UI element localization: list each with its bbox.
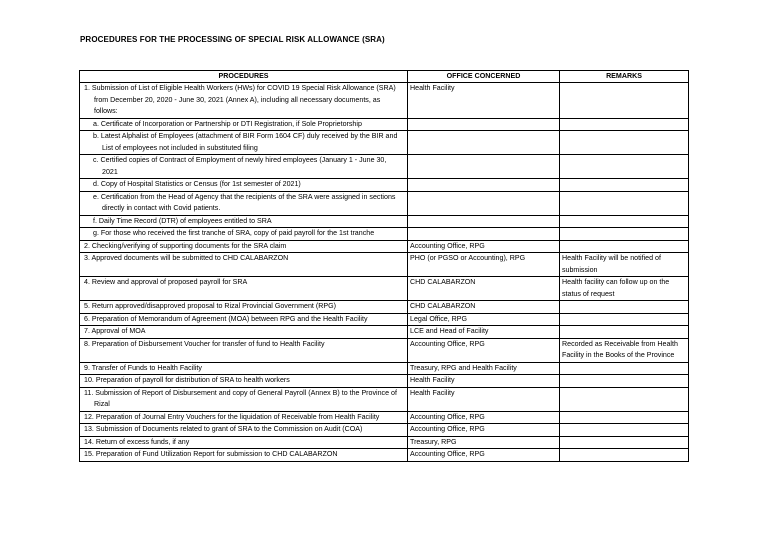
office-cell: Health Facility	[408, 83, 560, 119]
remarks-cell	[560, 301, 689, 314]
header-procedures: PROCEDURES	[80, 71, 408, 83]
office-cell: Accounting Office, RPG	[408, 424, 560, 437]
remarks-cell	[560, 411, 689, 424]
table-row	[80, 301, 689, 314]
office-cell	[408, 131, 560, 155]
table-row	[80, 424, 689, 437]
remarks-cell	[560, 240, 689, 253]
procedure-cell: 8. Preparation of Disbursement Voucher for transfer of fund to Health Facility	[80, 338, 408, 362]
procedure-cell: f. Daily Time Record (DTR) of employees entitled to SRA	[80, 215, 408, 228]
remarks-cell	[560, 179, 689, 192]
table-row	[80, 179, 689, 192]
remarks-cell	[560, 118, 689, 131]
procedure-cell: 3. Approved documents will be submitted to CHD CALABARZON	[80, 253, 408, 277]
procedure-cell: g. For those who received the first tranche of SRA, copy of paid payroll for the 1st tranche	[80, 228, 408, 241]
procedure-cell: 1. Submission of List of Eligible Health Workers (HWs) for COVID 19 Special Risk Allowance (SRA) from December 20, 2020 - June 30, 2021 (Annex A), including all necessary documents, as follows:	[80, 83, 408, 119]
office-cell: Health Facility	[408, 387, 560, 411]
table-row	[80, 240, 689, 253]
office-cell	[408, 179, 560, 192]
office-cell: Treasury, RPG and Health Facility	[408, 362, 560, 375]
office-cell: LCE and Head of Facility	[408, 326, 560, 339]
office-cell: Treasury, RPG	[408, 436, 560, 449]
procedure-cell: 4. Review and approval of proposed payroll for SRA	[80, 277, 408, 301]
table-row	[80, 313, 689, 326]
office-cell: Accounting Office, RPG	[408, 449, 560, 462]
procedure-cell: 14. Return of excess funds, if any	[80, 436, 408, 449]
table-row	[80, 155, 689, 179]
remarks-cell	[560, 313, 689, 326]
table-row	[80, 362, 689, 375]
remarks-cell	[560, 362, 689, 375]
procedure-cell: b. Latest Alphalist of Employees (attachment of BIR Form 1604 CF) duly received by the BIR and List of employees not included in substituted filing	[80, 131, 408, 155]
remarks-cell	[560, 326, 689, 339]
procedure-cell: a. Certificate of Incorporation or Partnership or DTI Registration, if Sole Proprietorship	[80, 118, 408, 131]
procedure-cell: 2. Checking/verifying of supporting documents for the SRA claim	[80, 240, 408, 253]
table-row	[80, 191, 689, 215]
table-row	[80, 449, 689, 462]
table-row	[80, 118, 689, 131]
procedure-cell: 6. Preparation of Memorandum of Agreement (MOA) between RPG and the Health Facility	[80, 313, 408, 326]
procedure-cell: 7. Approval of MOA	[80, 326, 408, 339]
table-row	[80, 215, 689, 228]
office-cell	[408, 191, 560, 215]
table-row	[80, 131, 689, 155]
table-header-row	[80, 71, 689, 83]
procedure-cell: 9. Transfer of Funds to Health Facility	[80, 362, 408, 375]
remarks-cell	[560, 83, 689, 119]
office-cell	[408, 155, 560, 179]
remarks-cell: Recorded as Receivable from Health Facility in the Books of the Province	[560, 338, 689, 362]
office-cell	[408, 215, 560, 228]
table-row	[80, 326, 689, 339]
table-row	[80, 375, 689, 388]
table-row	[80, 277, 689, 301]
table-row	[80, 411, 689, 424]
table-row	[80, 338, 689, 362]
procedure-cell: 13. Submission of Documents related to grant of SRA to the Commission on Audit (COA)	[80, 424, 408, 437]
office-cell	[408, 118, 560, 131]
remarks-cell: Health Facility will be notified of submission	[560, 253, 689, 277]
office-cell	[408, 228, 560, 241]
table-row	[80, 228, 689, 241]
remarks-cell	[560, 449, 689, 462]
office-cell: Accounting Office, RPG	[408, 338, 560, 362]
remarks-cell	[560, 424, 689, 437]
table-row	[80, 253, 689, 277]
document-title: PROCEDURES FOR THE PROCESSING OF SPECIAL RISK ALLOWANCE (SRA)	[80, 35, 385, 44]
table-row	[80, 387, 689, 411]
remarks-cell	[560, 155, 689, 179]
procedure-cell: e. Certification from the Head of Agency that the recipients of the SRA were assigned in sections directly in contact with Covid patients.	[80, 191, 408, 215]
remarks-cell	[560, 215, 689, 228]
procedure-cell: d. Copy of Hospital Statistics or Census (for 1st semester of 2021)	[80, 179, 408, 192]
remarks-cell: Health facility can follow up on the status of request	[560, 277, 689, 301]
remarks-cell	[560, 436, 689, 449]
table-row	[80, 436, 689, 449]
office-cell: PHO (or PGSO or Accounting), RPG	[408, 253, 560, 277]
procedure-cell: 11. Submission of Report of Disbursement and copy of General Payroll (Annex B) to the Province of Rizal	[80, 387, 408, 411]
office-cell: CHD CALABARZON	[408, 301, 560, 314]
office-cell: Accounting Office, RPG	[408, 411, 560, 424]
office-cell: Accounting Office, RPG	[408, 240, 560, 253]
office-cell: Health Facility	[408, 375, 560, 388]
procedure-cell: 5. Return approved/disapproved proposal to Rizal Provincial Government (RPG)	[80, 301, 408, 314]
office-cell: Legal Office, RPG	[408, 313, 560, 326]
procedures-table	[79, 70, 689, 462]
table-row	[80, 83, 689, 119]
header-office-concerned: OFFICE CONCERNED	[408, 71, 560, 83]
procedure-cell: c. Certified copies of Contract of Employment of newly hired employees (January 1 - June 30, 2021	[80, 155, 408, 179]
remarks-cell	[560, 191, 689, 215]
procedure-cell: 12. Preparation of Journal Entry Vouchers for the liquidation of Receivable from Health Facility	[80, 411, 408, 424]
remarks-cell	[560, 228, 689, 241]
remarks-cell	[560, 375, 689, 388]
remarks-cell	[560, 387, 689, 411]
remarks-cell	[560, 131, 689, 155]
office-cell: CHD CALABARZON	[408, 277, 560, 301]
procedure-cell: 10. Preparation of payroll for distribution of SRA to health workers	[80, 375, 408, 388]
procedure-cell: 15. Preparation of Fund Utilization Report for submission to CHD CALABARZON	[80, 449, 408, 462]
header-remarks: REMARKS	[560, 71, 689, 83]
